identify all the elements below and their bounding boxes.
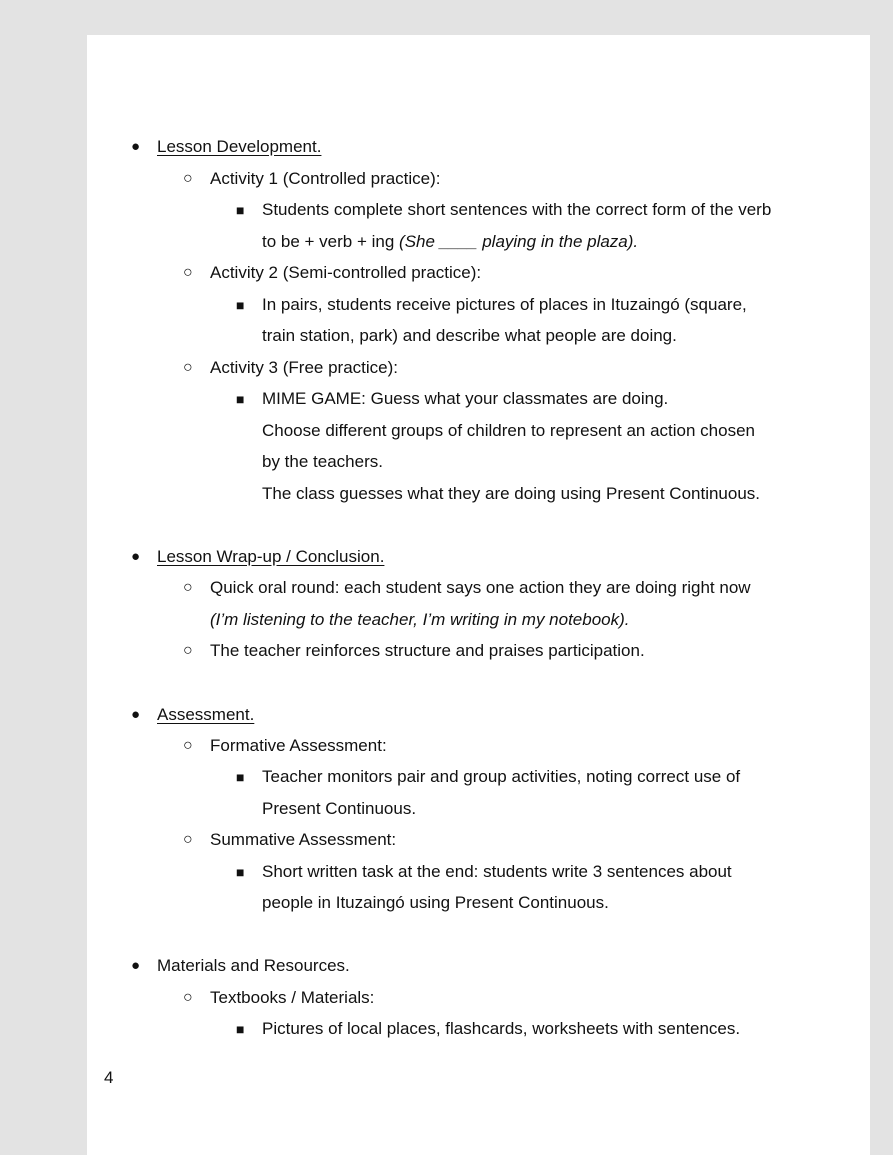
wrap-up-item-example: (I’m listening to the teacher, I’m writing in my notebook).	[210, 610, 630, 629]
bullet-disc-icon: ●	[131, 957, 141, 974]
summative-assessment-text: Short written task at the end: students write 3 sentences about	[262, 862, 732, 881]
activity-2-text-line: In pairs, students receive pictures of places in Ituzaingó (square,	[262, 295, 747, 314]
document-page	[87, 35, 870, 1155]
activity-1-example: (She ____ playing in the plaza).	[399, 232, 639, 251]
bullet-circle-icon: ○	[183, 642, 193, 659]
summative-assessment-label: Summative Assessment:	[210, 830, 397, 849]
activity-1-label: Activity 1 (Controlled practice):	[210, 169, 441, 188]
bullet-square-icon: ■	[236, 391, 245, 407]
bullet-circle-icon: ○	[183, 989, 193, 1006]
activity-1-text-line-2	[262, 229, 638, 255]
section-heading-lesson-development: Lesson Development.	[157, 137, 322, 156]
bullet-disc-icon: ●	[131, 706, 141, 723]
activity-3-label: Activity 3 (Free practice):	[210, 358, 398, 377]
bullet-square-icon: ■	[236, 769, 245, 785]
bullet-circle-icon: ○	[183, 831, 193, 848]
bullet-circle-icon: ○	[183, 170, 193, 187]
wrap-up-item-text: The teacher reinforces structure and praises participation.	[210, 641, 645, 660]
activity-2-text-line-2: train station, park) and describe what people are doing.	[262, 326, 677, 345]
bullet-circle-icon: ○	[183, 737, 193, 754]
bullet-disc-icon: ●	[131, 548, 141, 565]
textbooks-materials-label: Textbooks / Materials:	[210, 988, 375, 1007]
formative-assessment-label: Formative Assessment:	[210, 736, 387, 755]
activity-3-text-line-2: Choose different groups of children to represent an action chosen	[262, 421, 755, 440]
section-heading-materials: Materials and Resources.	[157, 956, 350, 975]
activity-3-text-line: MIME GAME: Guess what your classmates are doing.	[262, 389, 669, 408]
summative-assessment-text-2: people in Ituzaingó using Present Continuous.	[262, 893, 609, 912]
formative-assessment-text: Teacher monitors pair and group activities, noting correct use of	[262, 767, 741, 786]
bullet-circle-icon: ○	[183, 359, 193, 376]
page-number: 4	[104, 1068, 114, 1087]
bullet-square-icon: ■	[236, 1021, 245, 1037]
bullet-circle-icon: ○	[183, 264, 193, 281]
activity-1-text-line: Students complete short sentences with the correct form of the verb	[262, 200, 772, 219]
bullet-square-icon: ■	[236, 864, 245, 880]
activity-2-label: Activity 2 (Semi-controlled practice):	[210, 263, 482, 282]
wrap-up-item-text: Quick oral round: each student says one action they are doing right now	[210, 578, 751, 597]
bullet-disc-icon: ●	[131, 138, 141, 155]
bullet-circle-icon: ○	[183, 579, 193, 596]
activity-3-text-line-3: by the teachers.	[262, 452, 383, 471]
section-heading-wrap-up: Lesson Wrap-up / Conclusion.	[157, 547, 385, 566]
activity-3-text-line-4: The class guesses what they are doing using Present Continuous.	[262, 484, 761, 503]
materials-text: Pictures of local places, flashcards, worksheets with sentences.	[262, 1019, 741, 1038]
section-heading-assessment: Assessment.	[157, 705, 255, 724]
activity-1-text-plain: to be + verb + ing	[262, 232, 400, 251]
formative-assessment-text-2: Present Continuous.	[262, 799, 417, 818]
bullet-square-icon: ■	[236, 202, 245, 218]
bullet-square-icon: ■	[236, 297, 245, 313]
